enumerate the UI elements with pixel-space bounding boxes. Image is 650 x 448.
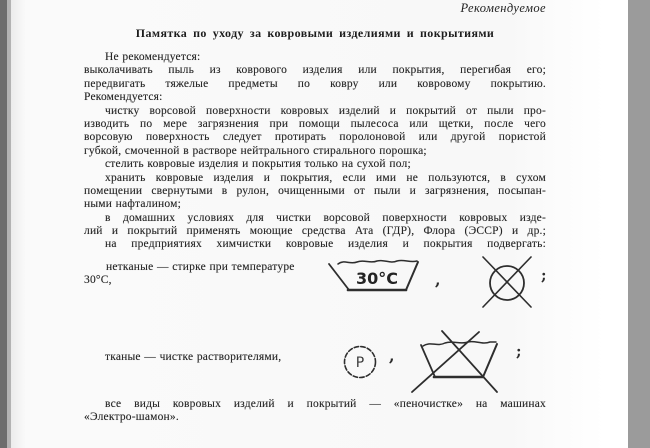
memo-line: Не рекомендуется: <box>105 51 201 63</box>
scan-right-edge <box>628 0 650 448</box>
memo-line: нетканые — стирке при температуре <box>106 261 295 273</box>
symbol-separator: , <box>435 270 441 289</box>
corner-note: Рекомендуемое <box>460 1 546 15</box>
dry-clean-p-circle-icon <box>341 343 379 381</box>
wash-temperature-label: 30°C <box>355 269 399 288</box>
memo-line: на предприятиях химчистки ковровые изделия и покрытия подвергать: <box>105 238 546 251</box>
memo-line: губкой, смоченной в растворе нейтрального стирального порошка; <box>84 144 427 157</box>
do-not-dry-clean-icon <box>472 248 542 318</box>
memo-line: все виды ковровых изделий и покрытий — «пеночистке» на машинах <box>105 398 546 410</box>
memo-title: Памятка по уходу за ковровыми изделиями и покрытиями <box>135 26 495 40</box>
wash-tub-30c-icon <box>326 254 424 298</box>
memo-line: выколачивать пыль из коврового изделия или покрытия, перегибая его; <box>84 64 546 77</box>
memo-line: ворсовую поверхность следует протирать поролоновой или другой пористой <box>84 131 546 144</box>
memo-line: помещении свернутыми в рулон, очищенными от пыли и загрязнения, посыпан- <box>84 184 546 197</box>
memo-line: в домашних условиях для чистки ворсовой поверхности ковровых изде- <box>105 211 546 224</box>
memo-line: изводить по мере загрязнения при помощи пылесоса или щетки, после чего <box>84 117 546 130</box>
memo-line: передвигать тяжелые предметы по ковру или ковровому покрытию. <box>84 77 546 90</box>
do-not-wash-icon <box>402 328 506 396</box>
memo-line: чистку ворсовой поверхности ковровых изделий и покрытий от пыли про- <box>105 104 546 117</box>
memo-line: Рекомендуется: <box>84 91 163 104</box>
symbol-terminator: ; <box>516 342 522 360</box>
memo-line: тканые — чистке растворителями, <box>105 351 282 363</box>
symbol-terminator: ; <box>541 266 547 284</box>
woven-row-label <box>84 351 384 364</box>
memo-line: «Электро-шамон». <box>84 411 179 424</box>
symbol-separator: , <box>389 346 395 365</box>
dry-clean-letter: P <box>355 355 365 371</box>
memo-line: хранить ковровые изделия и покрытия, если ими не пользуются, в сухом <box>105 171 546 184</box>
memo-line: стелить ковровые изделия и покрытия только на сухой пол; <box>105 158 411 171</box>
memo-footer <box>84 398 546 425</box>
nonwoven-row-label <box>84 261 346 288</box>
scan-left-edge-light <box>7 0 11 448</box>
memo-line: 30°C, <box>84 274 112 287</box>
memo-line: ными нафталином; <box>84 198 182 211</box>
scan-left-edge <box>0 0 7 448</box>
memo-line: лий и покрытий применять моющие средства Ата (ГДР), Флора (ЭССР) и др.; <box>84 225 546 238</box>
memo-body <box>84 51 546 252</box>
